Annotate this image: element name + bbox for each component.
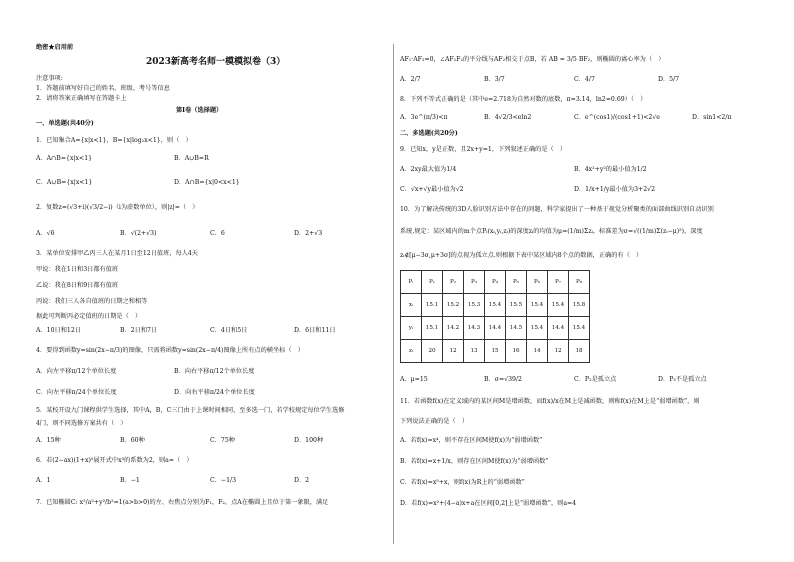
- question-7: 7．已知椭圆C: x²/a²+y²/b²=1(a>b>0)的左、右焦点分别为F₁，F₂，点A在椭圆上且位于第一象限，满足: [36, 499, 329, 506]
- option-c: C．若f(x)=x⁵+x，则f(x)为R上的“弱增函数”: [400, 479, 525, 486]
- option-b: B．若f(x)=x+1/x，则存在区间M使f(x)为“弱增函数”: [400, 458, 549, 465]
- question-8: 8．下列不等式正确的是（其中e≈2.718为自然对数的底数，π≈3.14，ln2≈0.69）（ ）: [400, 96, 647, 103]
- option-b: B．√(2+√3): [120, 230, 157, 237]
- table-cell: 14.4: [548, 317, 569, 340]
- secret-label: 绝密★启用前: [36, 44, 74, 51]
- option-c: C．P₂是孤立点: [574, 376, 617, 383]
- option-b: B．向右平移π/12个单位长度: [174, 368, 255, 375]
- table-cell: P₃: [464, 271, 485, 294]
- question-3-line: 丙说：我们三人各自值班的日期之和相等: [36, 298, 148, 305]
- table-cell: 15.3: [464, 294, 485, 317]
- option-a: A．2xy最大值为1/4: [400, 166, 457, 173]
- option-c: C．向左平移π/24个单位长度: [36, 389, 117, 396]
- table-cell: 14.5: [506, 317, 527, 340]
- option-c: C．4日和5日: [210, 327, 248, 334]
- table-row: [401, 317, 590, 340]
- table-cell: 12: [548, 340, 569, 363]
- question-11: 11．若函数f(x)在定义域内的某区间M是增函数，而f(x)/x在M上是减函数，则称f(x)在M上是“弱增函数”，则: [400, 398, 700, 405]
- question-9: 9．已知x，y是正数，且2x+y=1，下列叙述正确的是（ ）: [400, 146, 567, 153]
- table-cell: 14.2: [443, 317, 464, 340]
- data-table: [400, 270, 590, 363]
- option-d: D．1/x+1/y最小值为3+2√2: [574, 186, 656, 193]
- note-item: 2．请将答案正确填写在答题卡上: [36, 95, 127, 102]
- option-b: B．3/7: [484, 76, 505, 83]
- option-d: D．A∩B={x|0<x<1}: [174, 179, 240, 186]
- option-c: C．4/7: [574, 76, 595, 83]
- option-b: B．σ=√39/2: [484, 376, 522, 383]
- option-d: D．若f(x)=x²+(4−a)x+a在区间[0,2]上是“弱增函数”，则a=4: [400, 500, 577, 507]
- option-c: C．6: [210, 230, 225, 237]
- table-cell: P₈: [569, 271, 590, 294]
- table-cell: 15.8: [569, 294, 590, 317]
- option-a: A．3e^(π/3)<π: [400, 114, 448, 121]
- table-cell: 13: [464, 340, 485, 363]
- table-cell: 16: [506, 340, 527, 363]
- option-d: D．P₃不是孤立点: [658, 376, 707, 383]
- option-c: C．A∪B={x|x<1}: [36, 179, 93, 186]
- table-cell: 18: [569, 340, 590, 363]
- table-cell: P₅: [506, 271, 527, 294]
- option-d: D．2+√3: [294, 230, 323, 237]
- question-5: 5．某校开设九门课程供学生选择，其中A，B，C三门由于上课时间相同，至多选一门，若学校规定每位学生选修: [36, 407, 345, 414]
- table-cell: 12: [443, 340, 464, 363]
- right-column: [400, 0, 768, 562]
- question-7-continued: AF₁·AF₂=0，∠AF₁F₂的平分线与AF₂相交于点B，若 AB = 3/5 BF₂，则椭圆的离心率为（ ）: [400, 56, 665, 63]
- table-cell: xᵢ: [401, 294, 422, 317]
- question-5-line: 4门，则不同选修方案共有（ ）: [36, 420, 127, 427]
- table-cell: 15.2: [443, 294, 464, 317]
- table-cell: Pᵢ: [401, 271, 422, 294]
- option-c: C．e^(cos1)/(cos1+1)<2√e: [574, 114, 660, 121]
- option-d: D．100种: [294, 437, 324, 444]
- table-cell: 14.3: [464, 317, 485, 340]
- option-b: B．60种: [120, 437, 145, 444]
- question-2: 2．复数z=(√3+i)(√3/2−i)（i为虚数单位），则|z|=（ ）: [36, 204, 199, 211]
- option-d: D．5/7: [658, 76, 680, 83]
- table-cell: zᵢ: [401, 340, 422, 363]
- note-item: 1．答题前填写好自己的姓名、班级、考号等信息: [36, 85, 170, 92]
- table-cell: 15: [485, 340, 506, 363]
- question-1: 1．已知集合A={x|x<1}，B={x|log₂x<1}，则（ ）: [36, 137, 192, 144]
- table-cell: 15.1: [422, 317, 443, 340]
- table-cell: 15.4: [485, 294, 506, 317]
- option-b: B．−1: [120, 477, 140, 484]
- table-cell: P₁: [422, 271, 443, 294]
- option-a: A．若f(x)=x⁴，则不存在区间M使f(x)为“弱增函数”: [400, 437, 543, 444]
- table-row: [401, 271, 590, 294]
- column-divider: [393, 44, 394, 544]
- option-b: B．4√2/3<eln2: [484, 114, 532, 121]
- option-a: A．μ=15: [400, 376, 428, 383]
- option-d: D．向右平移π/24个单位长度: [174, 389, 255, 396]
- question-3-line: 乙说：我在8日和9日都有值班: [36, 282, 119, 289]
- option-c: C．75种: [210, 437, 235, 444]
- table-cell: 15.4: [548, 294, 569, 317]
- table-cell: 14: [527, 340, 548, 363]
- question-3-line: 甲说：我在1日和3日都有值班: [36, 266, 119, 273]
- table-cell: P₆: [527, 271, 548, 294]
- left-column: [36, 0, 386, 562]
- question-10-line: zᵢ∉[μ−3σ,μ+3σ]的点视为孤立点.则根据下表中某区域内8个点的数据，正确的有（ ）: [400, 252, 643, 259]
- option-d: D．sin1<2/π: [692, 114, 732, 121]
- table-row: [401, 340, 590, 363]
- table-cell: 14.4: [485, 317, 506, 340]
- option-a: A．A∩B={x|x<1}: [36, 155, 93, 162]
- option-a: A．1: [36, 477, 51, 484]
- option-c: C．√x+√y最小值为√2: [400, 186, 464, 193]
- table-cell: 15.5: [506, 294, 527, 317]
- option-a: A．10日和12日: [36, 327, 81, 334]
- part-heading: 第Ⅰ卷（选择题）: [176, 107, 223, 114]
- table-cell: yᵢ: [401, 317, 422, 340]
- table-row: [401, 294, 590, 317]
- option-a: A．√6: [36, 230, 55, 237]
- option-a: A．向左平移π/12个单位长度: [36, 368, 117, 375]
- option-a: A．15种: [36, 437, 61, 444]
- question-6: 6．若(2−ax)(1+x)⁵展开式中x³的系数为2，则a=（ ）: [36, 457, 193, 464]
- table-cell: 15.1: [422, 294, 443, 317]
- question-3-line: 据此可判断丙必定值班的日期是（ ）: [36, 313, 142, 320]
- option-b: B．2日和7日: [120, 327, 158, 334]
- table-cell: 20: [422, 340, 443, 363]
- option-d: D．2: [294, 477, 310, 484]
- table-cell: P₇: [548, 271, 569, 294]
- table-cell: 15.4: [569, 317, 590, 340]
- table-cell: 15.4: [527, 294, 548, 317]
- option-b: B．A∪B=R: [174, 155, 209, 162]
- option-a: A．2/7: [400, 76, 421, 83]
- table-cell: P₄: [485, 271, 506, 294]
- exam-title: 2023新高考名师一模模拟卷（3）: [146, 57, 286, 67]
- section-heading: 二、多选题(共20分): [400, 130, 458, 137]
- question-10-line: 系统.规定：某区域内的m个点Pᵢ(xᵢ,yᵢ,zᵢ)的深度zᵢ的均值为μ=(1/m)Σzᵢ，标准差为σ=√((1/m)Σ(zᵢ−μ)²)，深度: [400, 228, 703, 235]
- option-c: C．−1/3: [210, 477, 237, 484]
- question-4: 4．要得到函数y=sin(2x−π/3)的图像，只需将函数y=sin(2x−π/4)图像上所有点的横坐标（ ）: [36, 347, 304, 354]
- question-11-line: 下列说法正确的是（ ）: [400, 418, 469, 425]
- table-cell: 15.4: [527, 317, 548, 340]
- option-d: D．6日和11日: [294, 327, 336, 334]
- section-heading: 一、单选题(共40分): [36, 120, 94, 127]
- question-3: 3．某单位安排甲乙丙三人在某月1日至12日值班，每人4天: [36, 250, 198, 257]
- option-b: B．4x²+y²的最小值为1/2: [574, 166, 647, 173]
- notes-heading: 注意事项:: [36, 75, 63, 82]
- question-10: 10．为了解决传统的3D人脸识别方法中存在的问题，科学家提出了一种基于视觉分析聚类的面部曲线识别自动识别: [400, 206, 714, 213]
- table-cell: P₂: [443, 271, 464, 294]
